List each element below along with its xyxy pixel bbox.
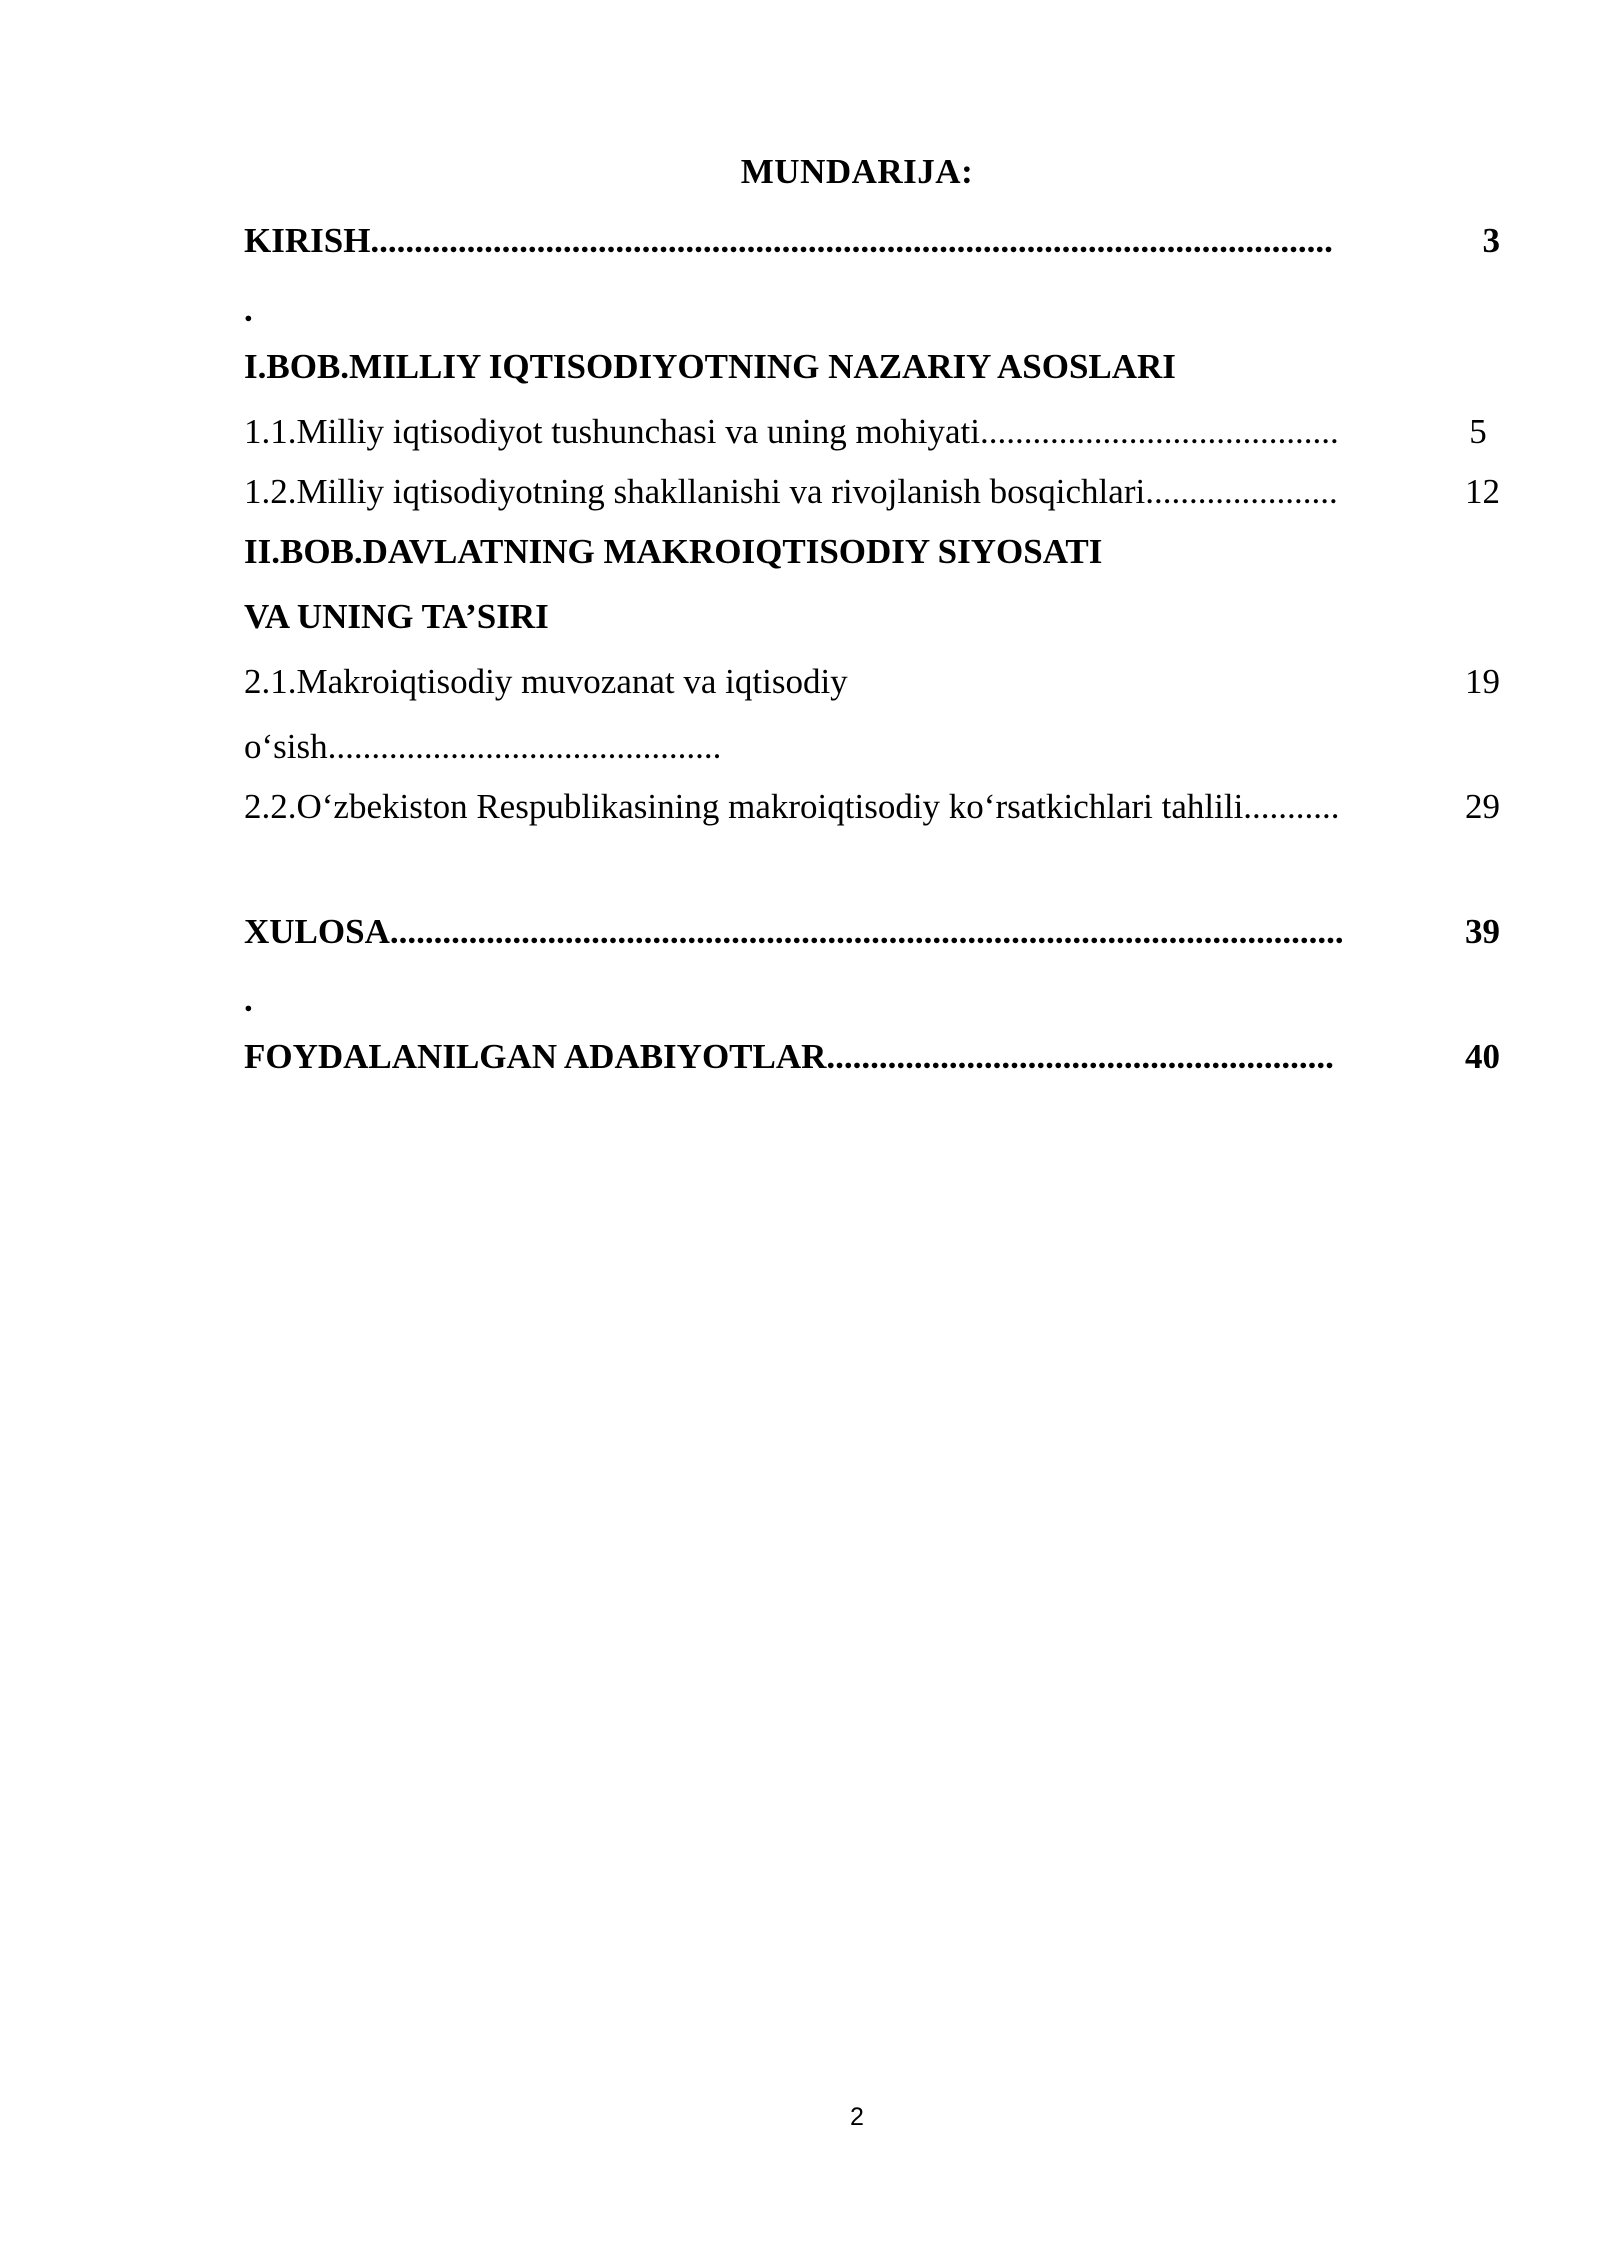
toc-entry-page: 39 [1465, 912, 1500, 951]
toc-entry-label: . [244, 290, 253, 329]
toc-entry-label: I.BOB.MILLIY IQTISODIYOTNING NAZARIY ASOSLARI [244, 347, 1176, 386]
toc-entry-label: 1.2.Milliy iqtisodiyotning shakllanishi va rivojlanish bosqichlari...................... [244, 472, 1338, 511]
toc-entry-page: 3 [1482, 221, 1500, 260]
toc-entry-label: XULOSA............................................................................................................. [244, 912, 1344, 951]
toc-entry-label: II.BOB.DAVLATNING MAKROIQTISODIY SIYOSATI [244, 532, 1103, 571]
toc-entry-label: 2.2.O‘zbekiston Respublikasining makroiqtisodiy ko‘rsatkichlari tahlili........... [244, 787, 1340, 826]
toc-entry-label: . [244, 980, 253, 1019]
toc-entry-page: 12 [1465, 472, 1500, 511]
toc-entry-label: o‘sish............................................. [244, 727, 722, 766]
toc-entry-page: 40 [1465, 1037, 1500, 1076]
toc-entry-label: FOYDALANILGAN ADABIYOTLAR.......................................................... [244, 1037, 1334, 1076]
toc-entry-label: 2.1.Makroiqtisodiy muvozanat va iqtisodiy [244, 662, 848, 701]
toc-entry-label: VA UNING TA’SIRI [244, 597, 549, 636]
toc-entry-page: 19 [1465, 662, 1500, 701]
toc-entry-page: 29 [1465, 787, 1500, 826]
page-number: 2 [850, 2103, 864, 2131]
toc-title: MUNDARIJA: [740, 152, 974, 191]
toc-entry-page: 5 [1469, 412, 1487, 451]
toc-entry-label: 1.1.Milliy iqtisodiyot tushunchasi va uning mohiyati......................................... [244, 412, 1339, 451]
toc-entry-label: KIRISH.............................................................................................................. [244, 221, 1333, 260]
